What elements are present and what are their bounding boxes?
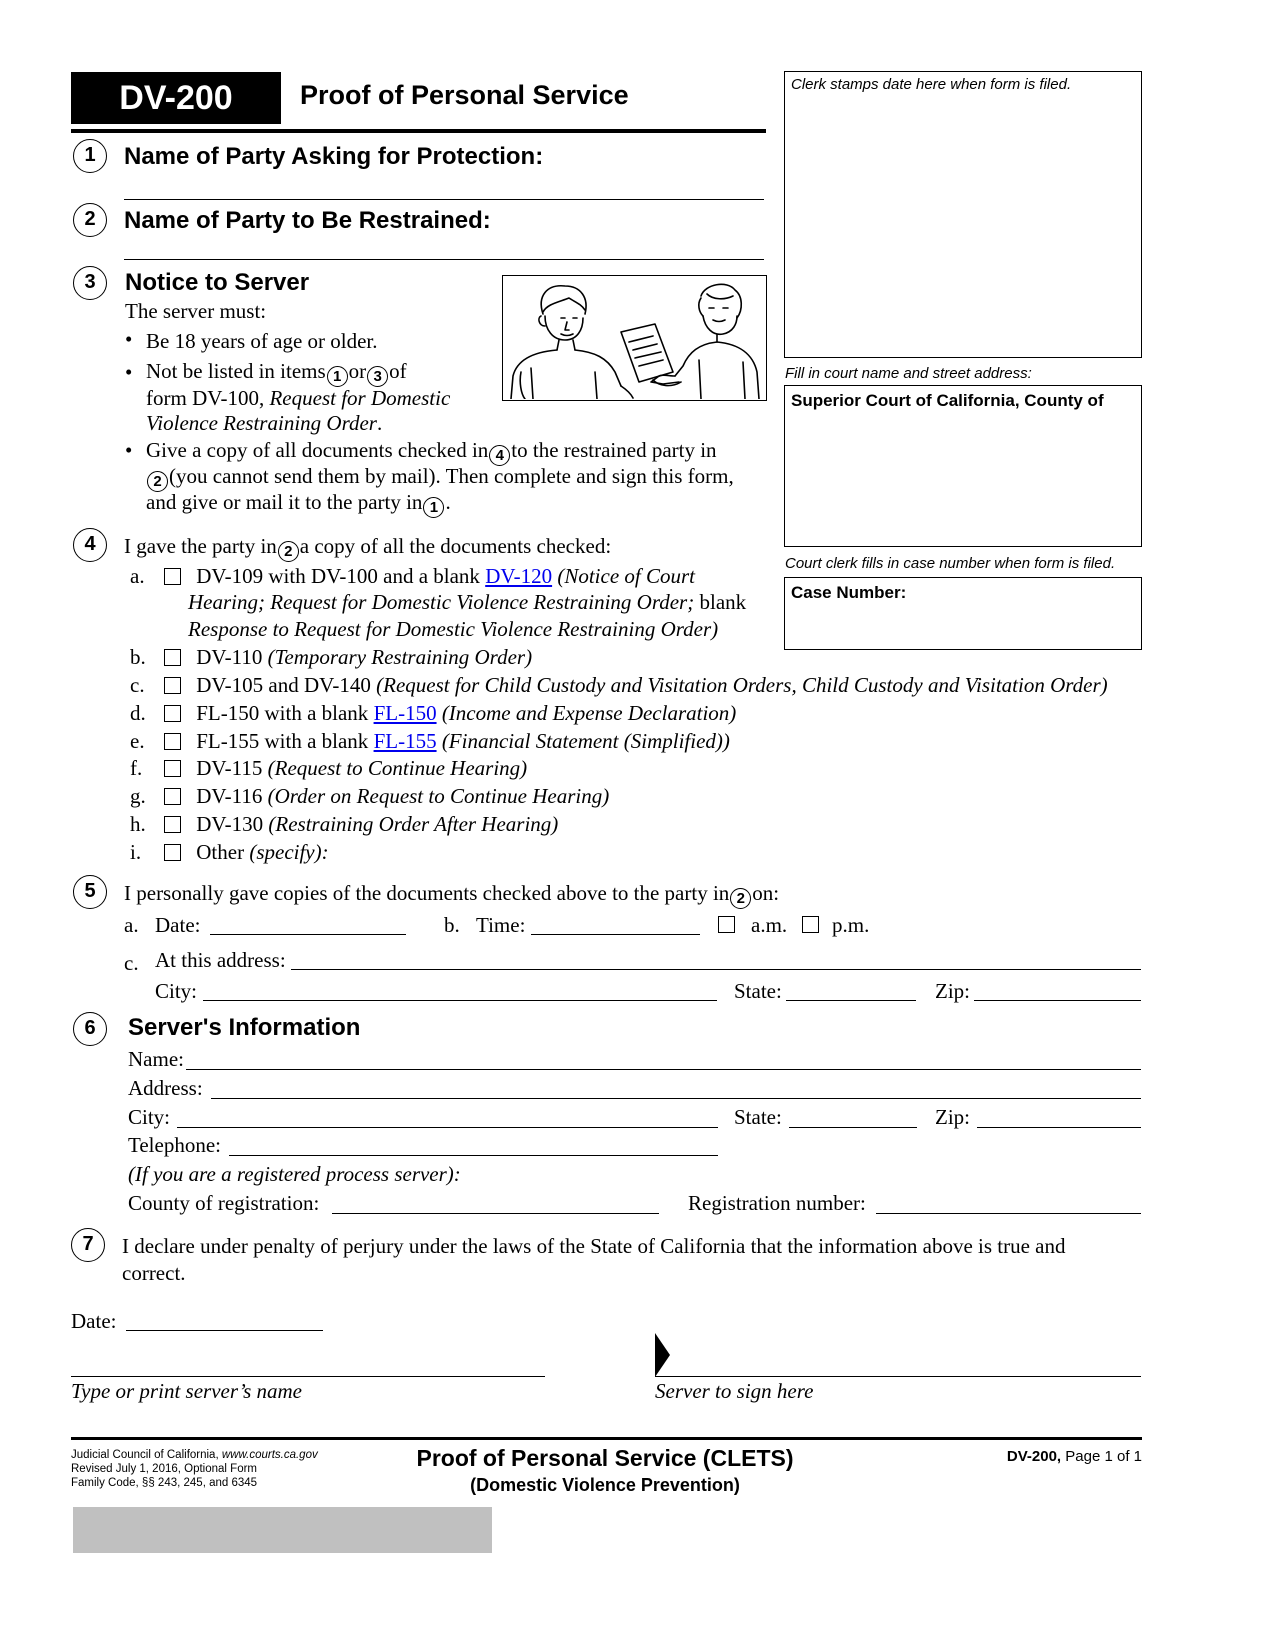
service-state-field[interactable]	[786, 975, 916, 1001]
period: .	[445, 490, 451, 514]
document-item-a-line2	[188, 589, 746, 615]
registered-server-note: (If you are a registered process server):	[128, 1162, 461, 1186]
footer-title: Proof of Personal Service (CLETS)	[416, 1445, 794, 1471]
item-letter: d.	[130, 701, 146, 725]
server-address-line	[211, 1098, 1141, 1099]
documents-intro-b: a copy of all the documents checked:	[299, 534, 612, 558]
party-protection-line	[124, 199, 764, 200]
document-item-b	[130, 644, 532, 670]
signature-date-field[interactable]	[126, 1305, 323, 1331]
time-letter: b.	[444, 913, 460, 937]
server-name-line	[186, 1069, 1141, 1070]
date-label: Date:	[155, 913, 201, 937]
item-text: FL-155 with a blank	[196, 729, 374, 753]
am-checkbox[interactable]	[718, 916, 735, 933]
server-address-label: Address:	[128, 1076, 203, 1100]
other-specify-field[interactable]	[340, 838, 760, 864]
notice-to-server-title: Notice to Server	[125, 269, 310, 296]
item-description: (Notice of Court	[552, 564, 696, 588]
footer-page-info	[1007, 1448, 1142, 1465]
court-address-caption: Fill in court name and street address:	[785, 365, 1032, 382]
dv100-title-part1: Request for Domestic	[269, 386, 451, 410]
item-description-cont: Hearing; Request for Domestic Violence Restraining Order;	[188, 590, 695, 614]
checkbox-fl155[interactable]	[164, 733, 181, 750]
service-date-field[interactable]	[210, 910, 406, 936]
checkbox-other[interactable]	[164, 844, 181, 861]
give-copy-text-a: Give a copy of all documents checked in	[146, 438, 489, 462]
item-text: DV-105 and DV-140	[196, 673, 377, 697]
checkbox-dv105[interactable]	[164, 677, 181, 694]
signature-date-label: Date:	[71, 1309, 117, 1333]
form-id: DV-200	[119, 79, 233, 117]
council-name: Judicial Council of California,	[71, 1449, 222, 1461]
sign-here-arrow-icon	[655, 1333, 671, 1377]
server-phone-field[interactable]	[229, 1129, 718, 1155]
server-handing-papers-illustration	[502, 275, 767, 401]
state-label: State:	[734, 979, 782, 1003]
server-printed-name-field[interactable]	[71, 1349, 545, 1375]
item-letter: i.	[130, 840, 142, 864]
footer-council	[71, 1448, 318, 1462]
period: .	[376, 411, 383, 435]
bullet-give-copy	[146, 437, 717, 466]
item-number-6: 6	[73, 1012, 107, 1046]
service-zip-line	[974, 1000, 1141, 1001]
server-name-field[interactable]	[186, 1043, 1141, 1069]
item-description: (Order on Request to Continue Hearing)	[267, 784, 610, 808]
registration-number-label: Registration number:	[688, 1191, 866, 1215]
item-description: (Request for Child Custody and Visitation Orders, Child Custody and Visitation Order)	[376, 673, 1108, 697]
item-text: FL-150 with a blank	[196, 701, 374, 725]
item-letter: b.	[130, 645, 146, 669]
form-title: Proof of Personal Service	[300, 80, 629, 110]
county-registration-field[interactable]	[332, 1187, 659, 1213]
bullet-give-copy-line2	[146, 463, 734, 492]
item-ref-1: 1	[423, 497, 444, 518]
case-number-box[interactable]	[784, 577, 1142, 650]
fl155-link[interactable]: FL-155	[373, 729, 437, 753]
item-description: (Request to Continue Hearing)	[267, 756, 528, 780]
item-text: DV-109 with DV-100 and a blank	[196, 564, 486, 588]
pm-checkbox[interactable]	[802, 916, 819, 933]
clerk-stamp-caption: Clerk stamps date here when form is filed.	[791, 76, 1072, 93]
server-printed-name-line	[71, 1376, 545, 1377]
registration-number-field[interactable]	[876, 1187, 1141, 1213]
court-address-box[interactable]	[784, 385, 1142, 547]
dv100-title-part2: Violence Restraining Order	[146, 411, 377, 435]
party-protection-label: Name of Party Asking for Protection:	[124, 143, 544, 170]
server-must-intro: The server must:	[125, 299, 267, 323]
server-address-field[interactable]	[211, 1072, 1141, 1098]
of-text: of	[389, 359, 407, 383]
document-item-c	[130, 672, 1108, 698]
form-dv100-text: form DV-100,	[146, 386, 270, 410]
registration-number-line	[876, 1213, 1141, 1214]
item-ref-3: 3	[367, 366, 388, 387]
case-number-label: Case Number:	[791, 583, 907, 602]
item-letter: a.	[130, 564, 145, 588]
server-city-line	[177, 1127, 718, 1128]
checkbox-dv116[interactable]	[164, 788, 181, 805]
server-phone-label: Telephone:	[128, 1133, 221, 1157]
am-label: a.m.	[751, 913, 788, 937]
item-number-3: 3	[73, 266, 107, 300]
checkbox-dv115[interactable]	[164, 760, 181, 777]
server-state-label: State:	[734, 1105, 782, 1129]
time-label: Time:	[476, 913, 526, 937]
document-item-f	[130, 755, 527, 781]
documents-intro-a: I gave the party in	[124, 534, 277, 558]
document-item-h	[130, 811, 558, 837]
service-time-field[interactable]	[531, 910, 700, 936]
service-state-line	[786, 1000, 916, 1001]
service-time-line	[531, 934, 700, 935]
item-number-2: 2	[73, 203, 107, 237]
document-item-a	[130, 563, 695, 589]
address-label: At this address:	[155, 948, 286, 972]
service-intro	[124, 880, 779, 909]
checkbox-dv109[interactable]	[164, 568, 181, 585]
servers-information-title: Server's Information	[128, 1014, 361, 1041]
item-ref-4: 4	[489, 445, 510, 466]
zip-label: Zip:	[935, 979, 970, 1003]
item-description: (specify):	[249, 840, 329, 864]
illustration-drawing	[503, 276, 765, 399]
checkbox-dv110[interactable]	[164, 649, 181, 666]
bullet: •	[125, 327, 133, 351]
party-restrained-field[interactable]	[124, 232, 764, 258]
document-item-g	[130, 783, 609, 809]
party-protection-field[interactable]	[124, 172, 764, 198]
council-url: www.courts.ca.gov	[221, 1449, 318, 1461]
item-text: DV-116	[196, 784, 268, 808]
server-state-line	[789, 1127, 917, 1128]
bullet-age: Be 18 years of age or older.	[146, 329, 378, 353]
item-text: Other	[196, 840, 250, 864]
item-text-cont: blank	[694, 590, 747, 614]
dv120-link[interactable]: DV-120	[485, 564, 553, 588]
court-label: Superior Court of California, County of	[791, 391, 1104, 410]
service-city-line	[203, 1000, 717, 1001]
item-letter: h.	[130, 812, 146, 836]
server-city-label: City:	[128, 1105, 171, 1129]
footer-page-number: Page 1 of 1	[1061, 1448, 1142, 1465]
footer-rule	[71, 1437, 1142, 1440]
footer-revised: Revised July 1, 2016, Optional Form	[71, 1463, 258, 1475]
service-address-line	[291, 969, 1141, 970]
item-text: DV-110	[196, 645, 268, 669]
checkbox-dv130[interactable]	[164, 816, 181, 833]
service-date-line	[210, 934, 406, 935]
bullet-not-listed-line3	[146, 410, 382, 436]
item-number-5: 5	[73, 875, 107, 909]
item-text: DV-115	[196, 756, 268, 780]
server-name-label: Name:	[128, 1047, 184, 1071]
item-number-7: 7	[71, 1228, 105, 1262]
address-letter: c.	[124, 951, 139, 975]
date-letter: a.	[124, 913, 139, 937]
service-intro-b: on:	[752, 881, 780, 905]
item-description: (Income and Expense Declaration)	[436, 701, 737, 725]
item-ref-2: 2	[278, 541, 299, 562]
server-state-field[interactable]	[789, 1101, 917, 1127]
item-text: DV-130	[196, 812, 269, 836]
give-copy-text-d: and give or mail it to the party in	[146, 490, 423, 514]
footer-gray-bar	[73, 1507, 492, 1553]
document-item-e	[130, 728, 730, 754]
item-number-1: 1	[73, 139, 107, 173]
service-intro-a: I personally gave copies of the documents checked above to the party in	[124, 881, 730, 905]
party-restrained-label: Name of Party to Be Restrained:	[124, 207, 491, 234]
document-item-i	[130, 839, 329, 865]
item-ref-2: 2	[147, 471, 168, 492]
server-zip-field[interactable]	[977, 1101, 1141, 1127]
server-zip-label: Zip:	[935, 1105, 970, 1129]
item-letter: g.	[130, 784, 146, 808]
server-city-field[interactable]	[177, 1101, 718, 1127]
checkbox-fl150[interactable]	[164, 705, 181, 722]
fl150-link[interactable]: FL-150	[373, 701, 437, 725]
declaration-line2: correct.	[122, 1261, 186, 1285]
city-label: City:	[155, 979, 198, 1003]
bullet: •	[125, 438, 133, 462]
item-number-4: 4	[73, 528, 107, 562]
signature-caption: Server to sign here	[655, 1379, 814, 1403]
footer-subtitle: (Domestic Violence Prevention)	[470, 1475, 740, 1495]
footer-code: Family Code, §§ 243, 245, and 6345	[71, 1477, 258, 1489]
signature-date-line	[126, 1330, 323, 1331]
bullet-not-listed	[146, 358, 407, 387]
item-description: (Temporary Restraining Order)	[267, 645, 533, 669]
footer-form-id: DV-200,	[1006, 1448, 1062, 1465]
item-letter: f.	[130, 756, 143, 780]
clerk-stamp-box	[784, 71, 1142, 358]
document-item-d	[130, 700, 736, 726]
county-registration-line	[332, 1213, 659, 1214]
pm-label: p.m.	[832, 913, 870, 937]
give-copy-text-c: (you cannot send them by mail). Then complete and sign this form,	[169, 464, 734, 488]
server-signature-field[interactable]	[672, 1340, 1141, 1376]
bullet-not-listed-text: Not be listed in items	[146, 359, 326, 383]
bullet: •	[125, 360, 133, 384]
service-city-field[interactable]	[203, 975, 717, 1001]
server-signature-line	[655, 1376, 1141, 1377]
item-description: (Financial Statement (Simplified))	[436, 729, 730, 753]
or-text: or	[348, 359, 367, 383]
service-address-field[interactable]	[291, 944, 1141, 970]
printed-name-caption: Type or print server’s name	[71, 1379, 302, 1403]
county-registration-label: County of registration:	[128, 1191, 320, 1215]
item-description: (Restraining Order After Hearing)	[268, 812, 559, 836]
case-number-caption: Court clerk fills in case number when form is filed.	[785, 555, 1116, 572]
header-rule	[71, 129, 766, 133]
server-zip-line	[977, 1127, 1141, 1128]
server-phone-line	[229, 1155, 718, 1156]
form-id-block	[71, 72, 281, 124]
document-item-a-line3: Response to Request for Domestic Violence Restraining Order)	[188, 617, 719, 641]
service-zip-field[interactable]	[974, 975, 1141, 1001]
item-letter: c.	[130, 673, 145, 697]
bullet-give-copy-line3	[146, 489, 451, 518]
item-ref-2: 2	[730, 888, 751, 909]
documents-intro	[124, 533, 611, 562]
give-copy-text-b: to the restrained party in	[511, 438, 717, 462]
party-restrained-line	[124, 259, 764, 260]
item-ref-1: 1	[327, 366, 348, 387]
bullet-not-listed-line2	[146, 385, 450, 411]
item-letter: e.	[130, 729, 145, 753]
declaration-line1: I declare under penalty of perjury under the laws of the State of California that the information above is true and	[122, 1234, 1066, 1258]
